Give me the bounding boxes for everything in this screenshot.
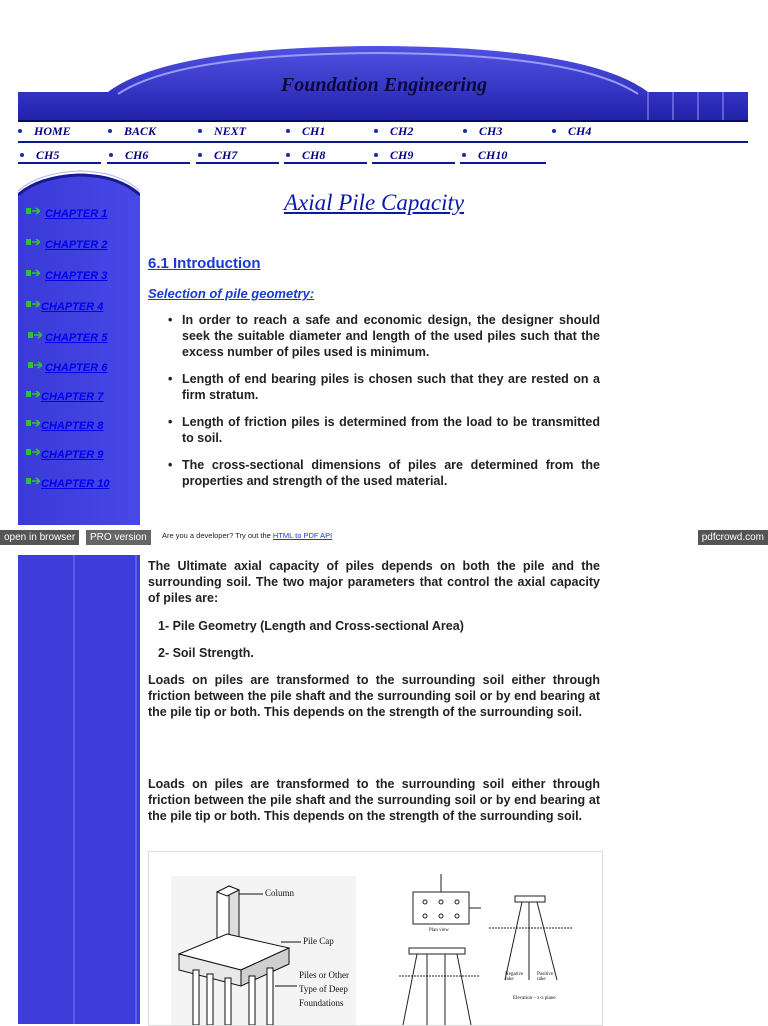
nav-ch7[interactable]: CH7 — [198, 148, 237, 162]
nav-ch8[interactable]: CH8 — [286, 148, 325, 162]
nav-ch9[interactable]: CH9 — [374, 148, 413, 162]
sidebar-item-chapter-1[interactable]: CHAPTER 1 — [45, 208, 108, 220]
nav-ch10[interactable]: CH10 — [462, 148, 507, 162]
sidebar-item-chapter-9[interactable]: CHAPTER 9 — [41, 449, 104, 461]
bullet-icon — [20, 153, 24, 157]
nav-underline — [18, 162, 101, 164]
figure-label: Column — [265, 888, 295, 898]
arrow-right-icon — [26, 207, 40, 215]
arrow-right-icon — [28, 331, 42, 339]
sidebar-item-chapter-2[interactable]: CHAPTER 2 — [45, 239, 108, 251]
paragraph: Loads on piles are transformed to the surrounding soil either through friction between the pile shaft and the surrounding soil or by end bearing at the pile tip or both. This depends on the strength of the surrounding soil. — [148, 777, 600, 823]
list-item: • Length of friction piles is determined from the load to be transmitted to soil. — [168, 414, 600, 446]
bullet-icon — [108, 129, 112, 133]
bullet-icon — [374, 129, 378, 133]
list-item: • Length of end bearing piles is chosen such that they are rested on a firm stratum. — [168, 371, 600, 403]
sidebar-item-chapter-8[interactable]: CHAPTER 8 — [41, 420, 104, 432]
nav-back[interactable]: BACK — [108, 124, 156, 138]
bullet-icon — [552, 129, 556, 133]
figure-label: Foundations — [299, 998, 344, 1008]
sidebar-item-chapter-7[interactable]: CHAPTER 7 — [41, 391, 104, 403]
nav-underline — [372, 162, 455, 164]
figure-label: Plan view — [429, 928, 449, 933]
nav-divider — [18, 141, 748, 143]
bullet-icon — [286, 129, 290, 133]
nav-underline — [284, 162, 367, 164]
pile-diagram-figure — [148, 851, 603, 1026]
sidebar-item-chapter-5[interactable]: CHAPTER 5 — [45, 332, 108, 344]
figure-label: Piles or Other — [299, 970, 349, 980]
pdfcrowd-brand[interactable]: pdfcrowd.com — [698, 530, 768, 545]
pdfcrowd-bar — [0, 530, 768, 545]
bullet-icon — [18, 129, 22, 133]
sidebar-item-chapter-3[interactable]: CHAPTER 3 — [45, 270, 108, 282]
figure-label: Elevation – x-z plane — [513, 996, 556, 1001]
bullet-icon — [198, 129, 202, 133]
subsection-heading: Selection of pile geometry: — [148, 286, 315, 301]
bullet-icon — [198, 153, 202, 157]
arrow-right-icon — [26, 477, 40, 485]
figure-label: Type of Deep — [299, 984, 348, 994]
list-item: 1- Pile Geometry (Length and Cross-sectional Area) — [158, 619, 464, 633]
paragraph: The Ultimate axial capacity of piles depends on both the pile and the surrounding soil. The two major parameters that control the axial capacity of piles are: — [148, 559, 600, 605]
nav-underline — [196, 162, 279, 164]
open-in-browser-button[interactable]: open in browser — [0, 530, 79, 545]
list-item: • The cross-sectional dimensions of piles are determined from the properties and strength of the used material. — [168, 457, 600, 489]
figure-label: Pile Cap — [303, 936, 334, 946]
bullet-icon — [463, 129, 467, 133]
arrow-right-icon — [26, 419, 40, 427]
paragraph: Loads on piles are transformed to the surrounding soil either through friction between the pile shaft and the surrounding soil or by end bearing at the pile tip or both. This depends on the strength of the surrounding soil. — [148, 673, 600, 719]
nav-row-2 — [18, 148, 748, 162]
nav-underline — [107, 162, 190, 164]
pro-version-button[interactable]: PRO version — [86, 530, 151, 545]
html-to-pdf-link[interactable]: HTML to PDF API — [272, 531, 333, 540]
bullet-icon — [286, 153, 290, 157]
nav-row-1 — [18, 124, 748, 138]
nav-ch2[interactable]: CH2 — [374, 124, 413, 138]
arrow-right-icon — [26, 448, 40, 456]
bullet-icon — [374, 153, 378, 157]
nav-home[interactable]: HOME — [18, 124, 71, 138]
nav-ch5[interactable]: CH5 — [20, 148, 59, 162]
bullet-icon — [109, 153, 113, 157]
developer-note: Are you a developer? Try out the HTML to PDF API — [162, 531, 333, 540]
sidebar-panel-lower — [18, 555, 140, 1024]
arrow-right-icon — [26, 390, 40, 398]
arrow-right-icon — [26, 269, 40, 277]
nav-ch3[interactable]: CH3 — [463, 124, 502, 138]
arrow-right-icon — [26, 300, 40, 308]
arrow-right-icon — [28, 361, 42, 369]
nav-underline — [460, 162, 546, 164]
site-title: Foundation Engineering — [280, 74, 488, 96]
sidebar-item-chapter-6[interactable]: CHAPTER 6 — [45, 362, 108, 374]
section-heading: 6.1 Introduction — [148, 255, 261, 272]
list-item: • In order to reach a safe and economic design, the designer should seek the suitable diameter and length of the used piles such that the excess number of piles used is minimum. — [168, 312, 600, 360]
arrow-right-icon — [26, 238, 40, 246]
bullet-icon — [462, 153, 466, 157]
figure-label: Positive rake — [537, 972, 554, 982]
nav-ch4[interactable]: CH4 — [552, 124, 591, 138]
sidebar-item-chapter-10[interactable]: CHAPTER 10 — [41, 478, 110, 490]
nav-next[interactable]: NEXT — [198, 124, 246, 138]
page-title: Axial Pile Capacity — [283, 190, 465, 215]
list-item: 2- Soil Strength. — [158, 646, 254, 660]
sidebar-item-chapter-4[interactable]: CHAPTER 4 — [41, 301, 104, 313]
figure-label: Negative rake — [505, 972, 524, 982]
nav-ch6[interactable]: CH6 — [109, 148, 148, 162]
sidebar-nav — [18, 165, 140, 525]
nav-ch1[interactable]: CH1 — [286, 124, 325, 138]
bullet-list — [168, 312, 600, 500]
